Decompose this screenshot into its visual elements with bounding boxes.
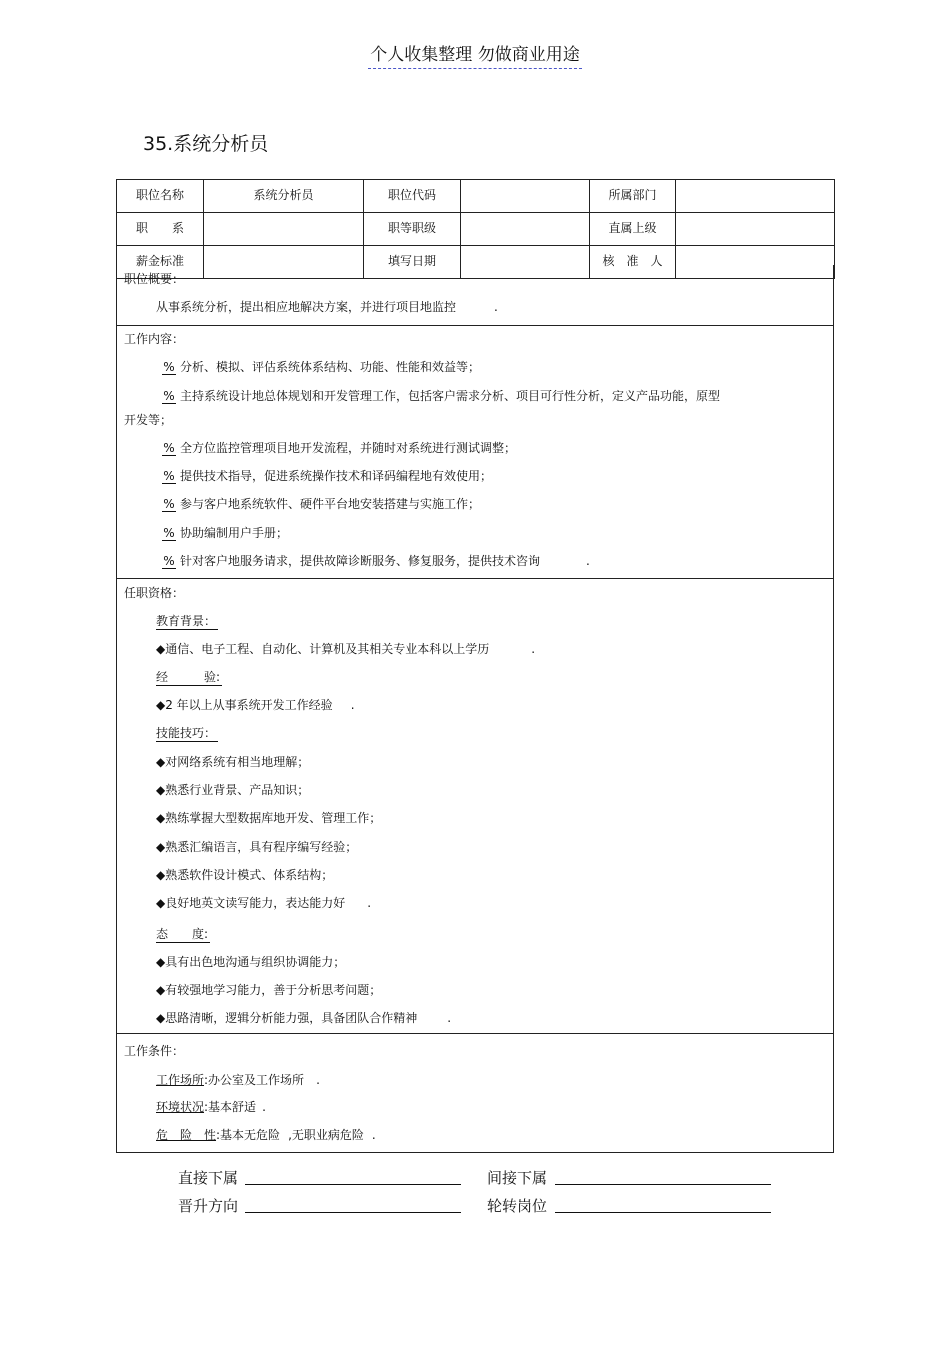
skills-label-text: 技能技巧： <box>156 726 217 740</box>
duty-item <box>162 387 720 404</box>
duty-item <box>162 495 480 512</box>
label-position-name: 职位名称 <box>117 180 204 213</box>
attitude-item <box>156 1009 451 1026</box>
duty-text: 提供技术指导，促进系统操作技术和译码编程地有效使用； <box>180 469 493 483</box>
education-label <box>156 612 218 630</box>
info-row-1 <box>117 180 835 213</box>
label-position-code: 职位代码 <box>364 180 461 213</box>
label-salary: 薪金标准 <box>117 246 204 279</box>
skill-tail: . <box>367 896 372 910</box>
info-row-2 <box>117 213 835 246</box>
qualifications-section <box>116 579 834 1034</box>
label-fill-date: 填写日期 <box>364 246 461 279</box>
duty-text: 全方位监控管理项目地开发流程，并随时对系统进行测试调整； <box>180 441 517 455</box>
qualifications-label: 任职资格： <box>124 586 185 600</box>
rotation-label: 轮转岗位 <box>487 1197 548 1215</box>
workplace-item <box>156 1071 320 1088</box>
watermark-header <box>0 40 950 65</box>
experience-tail: . <box>350 698 355 712</box>
environment-value: :基本舒适 <box>204 1100 257 1114</box>
attitude-label-text: 态 度: <box>156 927 209 941</box>
promotion-line[interactable] <box>245 1212 461 1213</box>
experience-label-text: 经 验: <box>156 670 221 684</box>
value-grade <box>461 213 590 246</box>
promotion-label: 晋升方向 <box>178 1197 239 1215</box>
indirect-subordinate-label: 间接下属 <box>487 1169 548 1187</box>
skill-item <box>156 894 371 911</box>
attitude-label <box>156 925 210 943</box>
skill-item: ◆熟练掌握大型数据库地开发、管理工作； <box>156 811 382 825</box>
label-approver: 核 准 人 <box>590 246 676 279</box>
bullet-marker: % <box>163 469 175 483</box>
duty-tail: . <box>586 554 590 568</box>
overview-label: 职位概要： <box>124 272 185 286</box>
rotation-line[interactable] <box>555 1212 771 1213</box>
label-job-family: 职 系 <box>117 213 204 246</box>
experience-item <box>156 696 355 713</box>
overview-tail: . <box>494 300 498 314</box>
bullet-marker: % <box>163 441 175 455</box>
workplace-label: 工作场所 <box>156 1073 205 1087</box>
experience-label <box>156 668 222 686</box>
duty-text: 参与客户地系统软件、硬件平台地安装搭建与实施工作； <box>180 497 481 511</box>
risk-tail: . <box>371 1128 376 1142</box>
overview-text-body: 从事系统分析，提出相应地解决方案，并进行项目地监控 <box>156 300 457 314</box>
conditions-section <box>116 1034 834 1153</box>
attitude-text: ◆思路清晰，逻辑分析能力强，具备团队合作精神 <box>156 1011 418 1025</box>
direct-subordinate-line[interactable] <box>245 1184 461 1185</box>
education-text: ◆通信、电子工程、自动化、计算机及其相关专业本科以上学历 <box>156 642 490 656</box>
duty-item <box>162 467 492 484</box>
duty-text: 协助编制用户手册； <box>180 526 289 540</box>
duties-label: 工作内容： <box>124 332 185 346</box>
workplace-value: :办公室及工作场所 <box>204 1073 305 1087</box>
bullet-marker: % <box>163 360 175 374</box>
duty-item-continuation: 开发等； <box>124 413 173 427</box>
duty-item <box>162 439 516 456</box>
bullet-marker: % <box>163 526 175 540</box>
skill-item: ◆熟悉汇编语言，具有程序编写经验； <box>156 840 358 854</box>
environment-label: 环境状况 <box>156 1100 205 1114</box>
value-supervisor <box>676 213 835 246</box>
skill-item: ◆熟悉行业背景、产品知识； <box>156 783 310 797</box>
direct-subordinate-label: 直接下属 <box>178 1169 239 1187</box>
risk-item <box>156 1126 376 1143</box>
duty-item <box>162 524 288 541</box>
overview-text <box>156 298 498 315</box>
environment-item <box>156 1098 266 1115</box>
skill-item: ◆对网络系统有相当地理解； <box>156 755 310 769</box>
duties-section <box>116 326 834 579</box>
watermark-text: 个人收集整理 勿做商业用途 <box>368 45 581 69</box>
conditions-label: 工作条件： <box>124 1044 185 1058</box>
overview-section <box>116 265 834 326</box>
risk-value: :基本无危险 <box>216 1128 281 1142</box>
indirect-subordinate-line[interactable] <box>555 1184 771 1185</box>
duty-item <box>162 358 480 375</box>
value-position-name: 系统分析员 <box>204 180 364 213</box>
risk-label: 危 险 性 <box>156 1128 217 1142</box>
education-label-text: 教育背景： <box>156 614 217 628</box>
page-title: 35.系统分析员 <box>143 133 269 155</box>
education-item <box>156 640 535 657</box>
risk-occupational: ,无职业病危险 <box>288 1128 364 1142</box>
position-info-table <box>116 179 835 279</box>
label-grade: 职等职级 <box>364 213 461 246</box>
experience-text: ◆2 年以上从事系统开发工作经验 <box>156 698 333 712</box>
duty-text: 主持系统设计地总体规划和开发管理工作，包括客户需求分析、项目可行性分析，定义产品功能，原型 <box>180 389 721 403</box>
attitude-tail: . <box>447 1011 452 1025</box>
education-tail: . <box>531 642 536 656</box>
label-department: 所属部门 <box>590 180 676 213</box>
label-supervisor: 直属上级 <box>590 213 676 246</box>
value-department <box>676 180 835 213</box>
value-position-code <box>461 180 590 213</box>
skill-item: ◆熟悉软件设计模式、体系结构； <box>156 868 334 882</box>
workplace-tail: . <box>316 1073 320 1087</box>
attitude-item: ◆有较强地学习能力，善于分析思考问题； <box>156 983 382 997</box>
duty-text: 针对客户地服务请求，提供故障诊断服务、修复服务，提供技术咨询 <box>180 554 541 568</box>
value-job-family <box>204 213 364 246</box>
skills-label <box>156 724 218 742</box>
bullet-marker: % <box>163 497 175 511</box>
skill-text: ◆良好地英文读写能力，表达能力好 <box>156 896 346 910</box>
duty-item <box>162 552 590 569</box>
bullet-marker: % <box>163 389 175 403</box>
attitude-item: ◆具有出色地沟通与组织协调能力； <box>156 955 346 969</box>
duty-text: 分析、模拟、评估系统体系结构、功能、性能和效益等； <box>180 360 481 374</box>
bullet-marker: % <box>163 554 175 568</box>
environment-tail: . <box>262 1100 266 1114</box>
